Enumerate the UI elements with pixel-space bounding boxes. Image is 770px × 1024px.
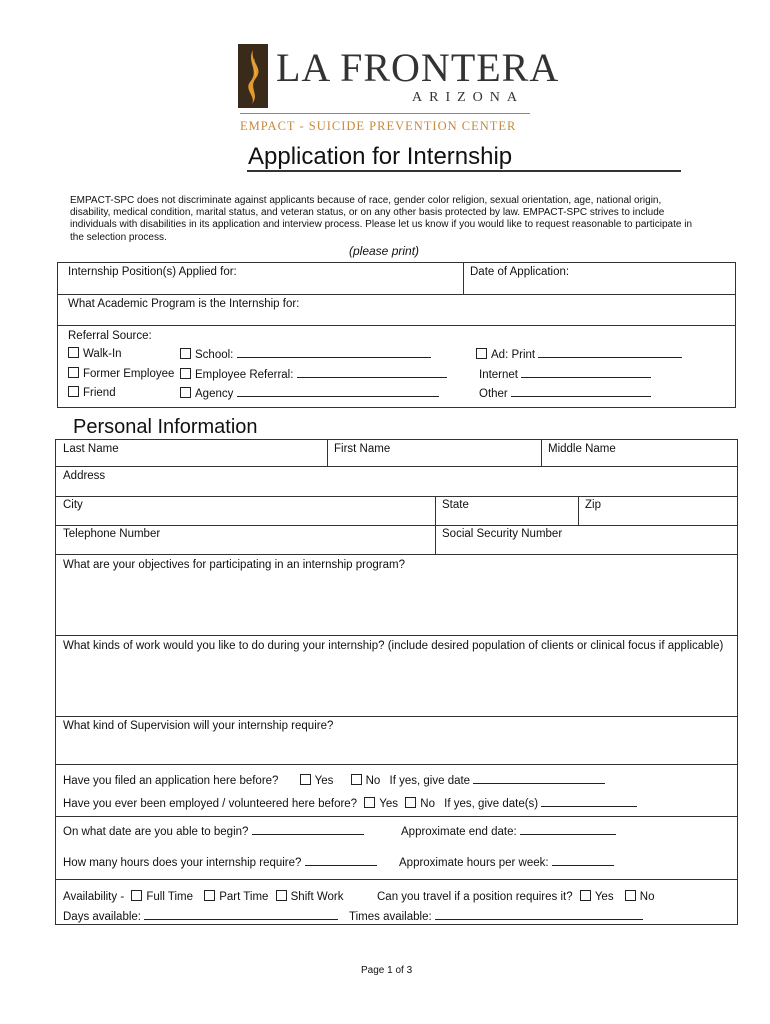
first-name-field[interactable]: First Name (334, 443, 391, 455)
filed-no-checkbox[interactable] (351, 774, 362, 785)
middle-name-field[interactable]: Middle Name (548, 443, 616, 455)
hours-required-row: How many hours does your internship require? (63, 855, 377, 869)
walkin-checkbox[interactable]: Walk-In (68, 347, 122, 360)
end-date-input[interactable] (520, 824, 616, 835)
checkbox-icon (68, 367, 79, 378)
begin-date-input[interactable] (252, 824, 364, 835)
travel-row: Can you travel if a position requires it? Yes No (377, 891, 655, 903)
employed-yes-checkbox[interactable] (364, 797, 375, 808)
hours-required-input[interactable] (305, 855, 377, 866)
personal-information-section (55, 439, 738, 925)
times-available-row: Times available: (349, 909, 643, 923)
part-time-checkbox[interactable] (204, 890, 215, 901)
filed-date-input[interactable] (473, 773, 605, 784)
logo-name: LA FRONTERA (276, 45, 560, 90)
title-underline (247, 170, 681, 172)
end-date-row: Approximate end date: (401, 824, 616, 838)
academic-program-field[interactable]: What Academic Program is the Internship for: (68, 298, 300, 310)
full-time-checkbox[interactable] (131, 890, 142, 901)
la-frontera-flame-logo-icon (238, 44, 268, 108)
city-field[interactable]: City (63, 499, 83, 511)
logo-divider (240, 113, 530, 114)
checkbox-icon (68, 347, 79, 358)
logo-tagline: EMPACT - SUICIDE PREVENTION CENTER (240, 119, 517, 133)
availability-row: Availability - Full Time Part Time Shift Work (63, 891, 344, 903)
objectives-field[interactable]: What are your objectives for participating in an internship program? (63, 559, 405, 571)
address-field[interactable]: Address (63, 470, 106, 482)
filed-yes-checkbox[interactable] (300, 774, 311, 785)
hours-per-week-input[interactable] (552, 855, 614, 866)
page-number: Page 1 of 3 (361, 965, 413, 976)
state-field[interactable]: State (442, 499, 469, 511)
last-name-field[interactable]: Last Name (63, 443, 119, 455)
intro-paragraph: EMPACT-SPC does not discriminate against applicants because of race, gender color religion, sexual orientation, age, national origin, disability, medical condition, marital status, and veteran status, or on any other basis protected by law. EMPACT-SPC strives to include individuals with disabilities in its application and interview process. Please let us know if you would like to request reasonable to participate in the selection process. (70, 195, 693, 243)
checkbox-icon (180, 348, 191, 359)
please-print-note: (please print) (349, 244, 420, 258)
friend-checkbox[interactable]: Friend (68, 386, 116, 399)
filed-before-row: Have you filed an application here before? Yes No If yes, give date (63, 773, 605, 787)
telephone-field[interactable]: Telephone Number (63, 528, 161, 540)
other-field[interactable]: Other (479, 386, 651, 400)
employed-before-row: Have you ever been employed / volunteered here before? Yes No If yes, give date(s) (63, 796, 637, 810)
times-available-input[interactable] (435, 909, 643, 920)
travel-no-checkbox[interactable] (625, 890, 636, 901)
employed-dates-input[interactable] (541, 796, 637, 807)
school-checkbox[interactable]: School: (180, 347, 431, 361)
page-title: Application for Internship (248, 143, 513, 170)
personal-information-heading: Personal Information (73, 416, 258, 438)
work-kinds-field[interactable]: What kinds of work would you like to do during your internship? (include desired population of clients or clinical focus if applicable) (63, 640, 724, 652)
travel-yes-checkbox[interactable] (580, 890, 591, 901)
employee-referral-checkbox[interactable]: Employee Referral: (180, 367, 447, 381)
internet-field[interactable]: Internet (479, 367, 651, 381)
days-available-input[interactable] (144, 909, 338, 920)
employed-no-checkbox[interactable] (405, 797, 416, 808)
checkbox-icon (476, 348, 487, 359)
begin-date-row: On what date are you able to begin? (63, 824, 364, 838)
agency-checkbox[interactable]: Agency (180, 386, 439, 400)
shift-work-checkbox[interactable] (276, 890, 287, 901)
date-of-application-field[interactable]: Date of Application: (470, 266, 570, 278)
days-available-row: Days available: (63, 909, 338, 923)
position-applied-field[interactable]: Internship Position(s) Applied for: (68, 266, 237, 278)
supervision-field[interactable]: What kind of Supervision will your internship require? (63, 720, 334, 732)
ssn-field[interactable]: Social Security Number (442, 528, 563, 540)
referral-source-label: Referral Source: (68, 330, 152, 342)
zip-field[interactable]: Zip (585, 499, 601, 511)
former-employee-checkbox[interactable]: Former Employee (68, 367, 174, 380)
checkbox-icon (180, 387, 191, 398)
hours-per-week-row: Approximate hours per week: (399, 855, 614, 869)
checkbox-icon (68, 386, 79, 397)
logo-subtitle: ARIZONA (412, 90, 524, 105)
checkbox-icon (180, 368, 191, 379)
ad-print-checkbox[interactable]: Ad: Print (476, 347, 682, 361)
